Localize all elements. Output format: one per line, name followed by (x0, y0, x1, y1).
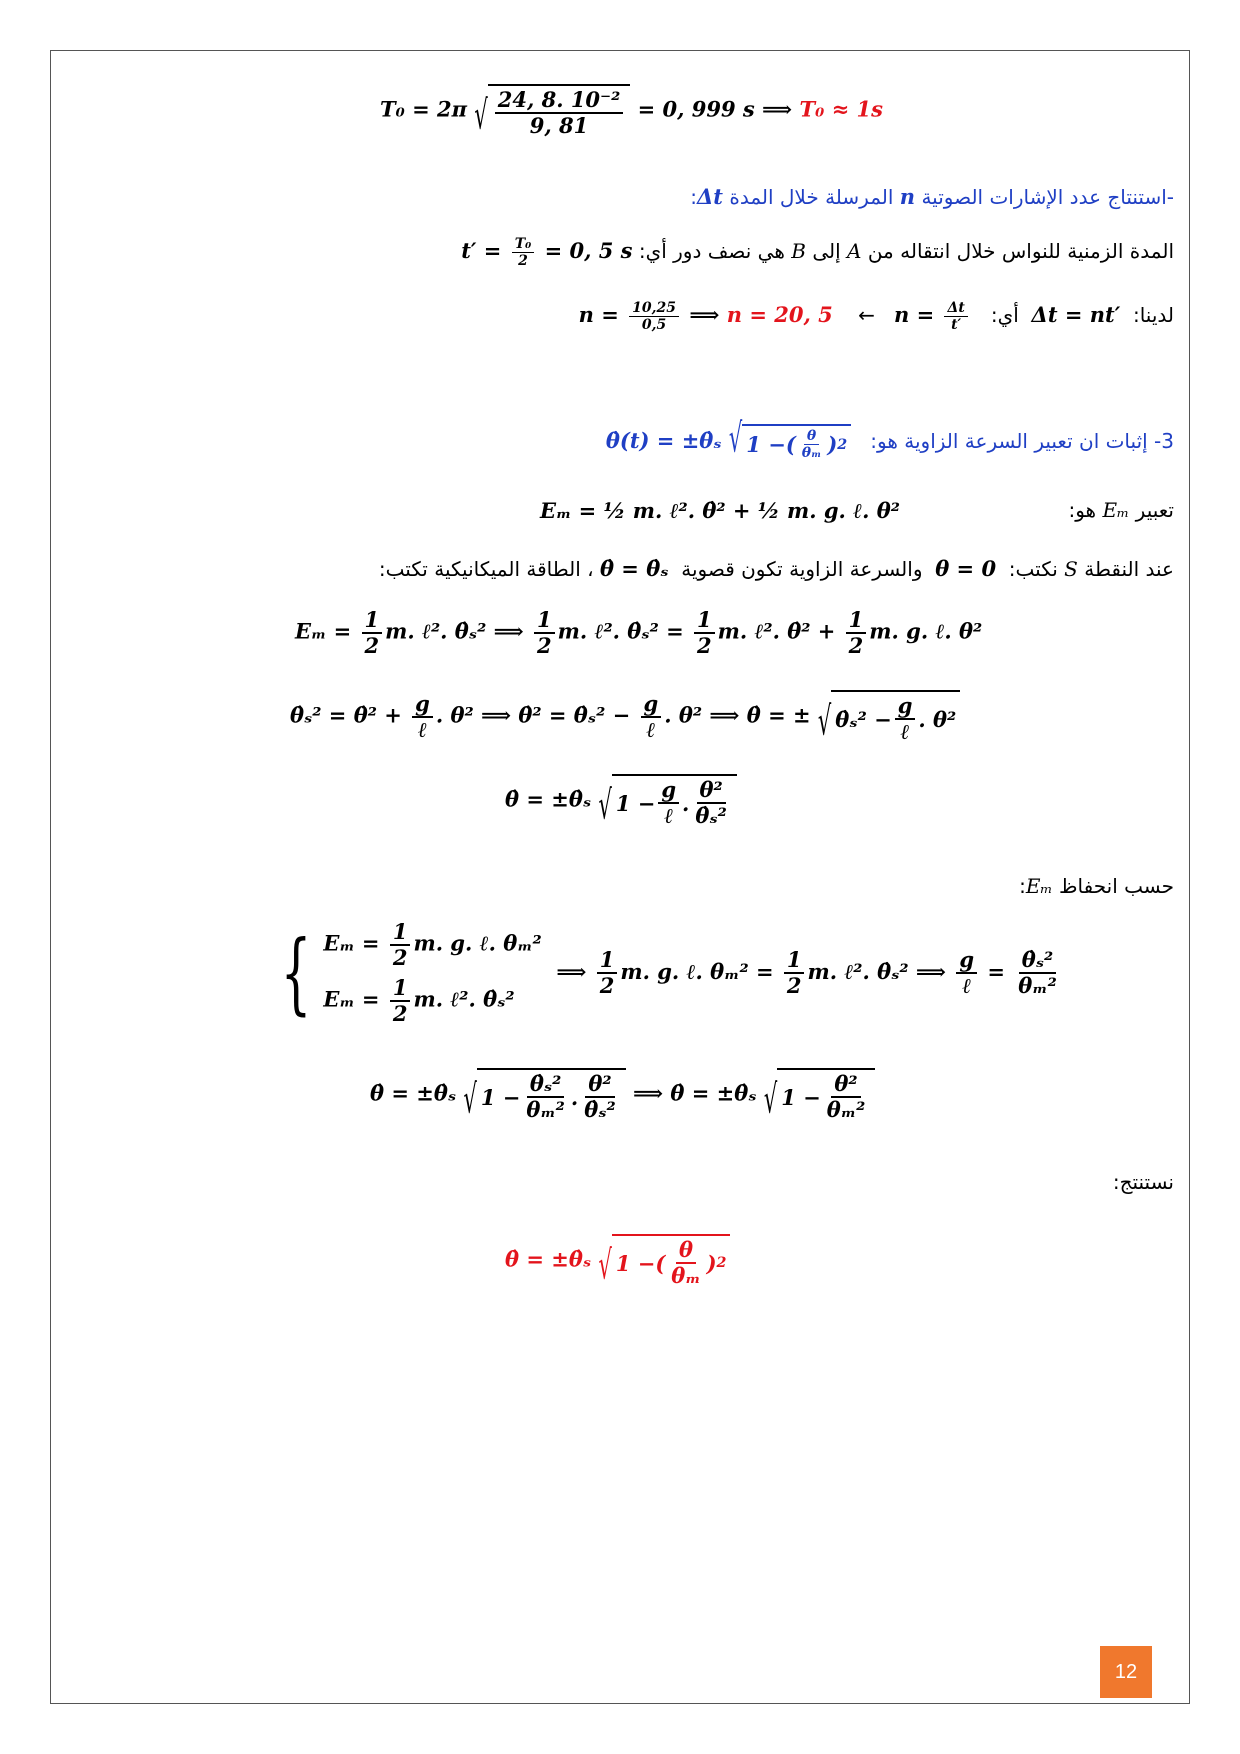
eq-system-conservation: { Eₘ = $\frac{1}{2}$ m. g. ℓ. θₘ² Eₘ = $\frac{1}{2}$ m. ℓ². θ̇ₛ² ⟹ $\frac{1}{2}$ m. g. ℓ. θₘ² = $\frac{1}{2}$ m. ℓ². θ̇ₛ² ⟹ $\frac{g}{\text{ℓ}}$ = $\frac{\text{θ̇ₛ²}}{\text{θₘ²}}$ (280, 919, 1057, 1027)
eq-energy-at-s: Eₘ = $\frac{1}{2}$ m. ℓ². θ̇ₛ² ⟹ $\frac{1}{2}$ m. ℓ². θ̇ₛ² = $\frac{1}{2}$ m. ℓ². θ̇² + $\frac{1}{2}$ m. g. ℓ. θ² (295, 607, 983, 659)
heading-deduce-n: -استنتاج عدد الإشارات الصوتية n المرسلة خلال المدة Δt: (690, 184, 1174, 209)
line-em-label: تعبير Eₘ هو: (1068, 498, 1174, 522)
eq-thetadot-factored: θ̇ = ±θ̇ₛ √ 1 − $\frac{g}{\text{ℓ}}$ . $\frac{\text{θ²}}{\text{θ̇ₛ²}}$ (505, 774, 737, 828)
line-conservation: حسب انحفاظ Eₘ: (1019, 874, 1174, 898)
line-n-computation: لدينا: Δt = nt′ أي: n = $\frac{\Delta t}{t'}$ ← n = $\frac{10,25}{0,5}$ ⟹ n = 20, 5 (578, 300, 1174, 334)
line-half-period: المدة الزمنية للنواس خلال انتقاله من A إلى B هي نصف دور أي: t′ = $\frac{\text{T₀}}{2}$ = 0, 5 s (461, 236, 1174, 270)
eq-period: T₀ = 2π √ $\frac{\text{24, 8. 10⁻²}}{9, 81}$ = 0, 999 s ⟹ T₀ ≈ 1s (380, 84, 883, 138)
page-number: 12 (1100, 1646, 1152, 1698)
n-result: n = 20, 5 (726, 302, 833, 328)
eq-thetadot-substituted: θ̇ = ±θ̇ₛ √ 1 − $\frac{\text{θ̇ₛ²}}{\text{θₘ²}}$ . $\frac{\text{θ²}}{\text{θ̇ₛ²}}$ ⟹ θ̇ = ±θ̇ₛ √ 1 − $\frac{\text{θ²}}{\text{θₘ²}}$ (370, 1068, 875, 1122)
eq-final-result: θ̇ = ±θ̇ₛ √ 1 − ( $\frac{\theta}{\text{θₘ}}$ ) 2 (505, 1234, 730, 1288)
line-point-s: عند النقطة S نكتب: θ = 0 والسرعة الزاوية تكون قصوية θ̇ = θ̇ₛ ، الطاقة الميكانيكية تكتب: (378, 556, 1174, 581)
eq-thetadot-squared: θ̇ₛ² = θ̇² + $\frac{g}{\text{ℓ}}$ . θ² ⟹ θ̇² = θ̇ₛ² − $\frac{g}{\text{ℓ}}$ . θ² ⟹ θ̇ = ± √ θ̇ₛ² − $\frac{g}{\text{ℓ}}$ . θ² (290, 690, 960, 744)
eq-em: Eₘ = ½ m. ℓ². θ̇² + ½ m. g. ℓ. θ² (540, 498, 900, 523)
period-result: T₀ ≈ 1s (799, 96, 883, 122)
line-conclude: نستنتج: (1112, 1170, 1174, 1194)
heading-proof: 3- إثبات ان تعبير السرعة الزاوية هو: θ̇(t) = ±θ̇ₛ √ 1 − ( $\frac{\theta}{\text{θₘ}}$ ) 2 (605, 415, 1174, 462)
